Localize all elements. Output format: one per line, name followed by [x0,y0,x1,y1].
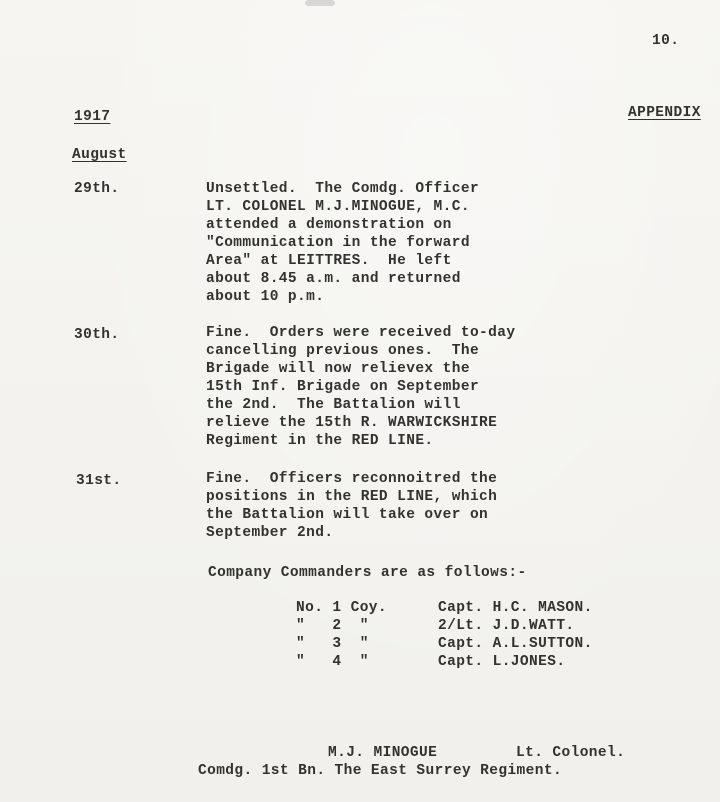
entry-line: Fine. Orders were received to-day [206,325,516,341]
appendix-label: APPENDIX [628,105,701,121]
entry-line: relieve the 15th R. WARWICKSHIRE [206,415,498,431]
company-intro: Company Commanders are as follows:- [208,565,527,581]
company-commander: 2/Lt. J.D.WATT. [438,618,575,634]
company-label: " 2 " [296,618,369,634]
entry-line: attended a demonstration on [206,217,452,233]
company-commander: Capt. H.C. MASON. [438,600,593,616]
entry-date: 31st. [76,473,122,489]
company-label: No. 1 Coy. [296,600,388,616]
entry-line: Brigade will now relievex the [206,361,470,377]
page-number: 10. [652,33,680,49]
entry-date: 29th. [74,181,120,197]
company-label: " 4 " [296,654,369,670]
entry-line: 15th Inf. Brigade on September [206,379,480,395]
entry-line: Regiment in the RED LINE. [206,433,434,449]
signature-command: Comdg. 1st Bn. The East Surrey Regiment. [198,763,563,779]
company-label: " 3 " [296,636,369,652]
signature-name: M.J. MINOGUE [328,745,438,761]
entry-line: the 2nd. The Battalion will [206,397,461,413]
entry-date: 30th. [74,327,120,343]
entry-line: "Communication in the forward [206,235,470,251]
entry-line: positions in the RED LINE, which [206,489,498,505]
entry-line: about 8.45 a.m. and returned [206,271,461,287]
entry-line: about 10 p.m. [206,289,325,305]
month-heading: August [72,147,127,163]
entry-line: cancelling previous ones. The [206,343,480,359]
entry-line: Unsettled. The Comdg. Officer [206,181,480,197]
paper-mark [305,0,335,6]
entry-line: LT. COLONEL M.J.MINOGUE, M.C. [206,199,470,215]
company-commander: Capt. L.JONES. [438,654,566,670]
entry-line: September 2nd. [206,525,334,541]
entry-line: the Battalion will take over on [206,507,489,523]
entry-line: Fine. Officers reconnoitred the [206,471,498,487]
signature-rank: Lt. Colonel. [516,745,626,761]
company-commander: Capt. A.L.SUTTON. [438,636,593,652]
year-heading: 1917 [74,109,111,125]
entry-line: Area" at LEITTRES. He left [206,253,452,269]
